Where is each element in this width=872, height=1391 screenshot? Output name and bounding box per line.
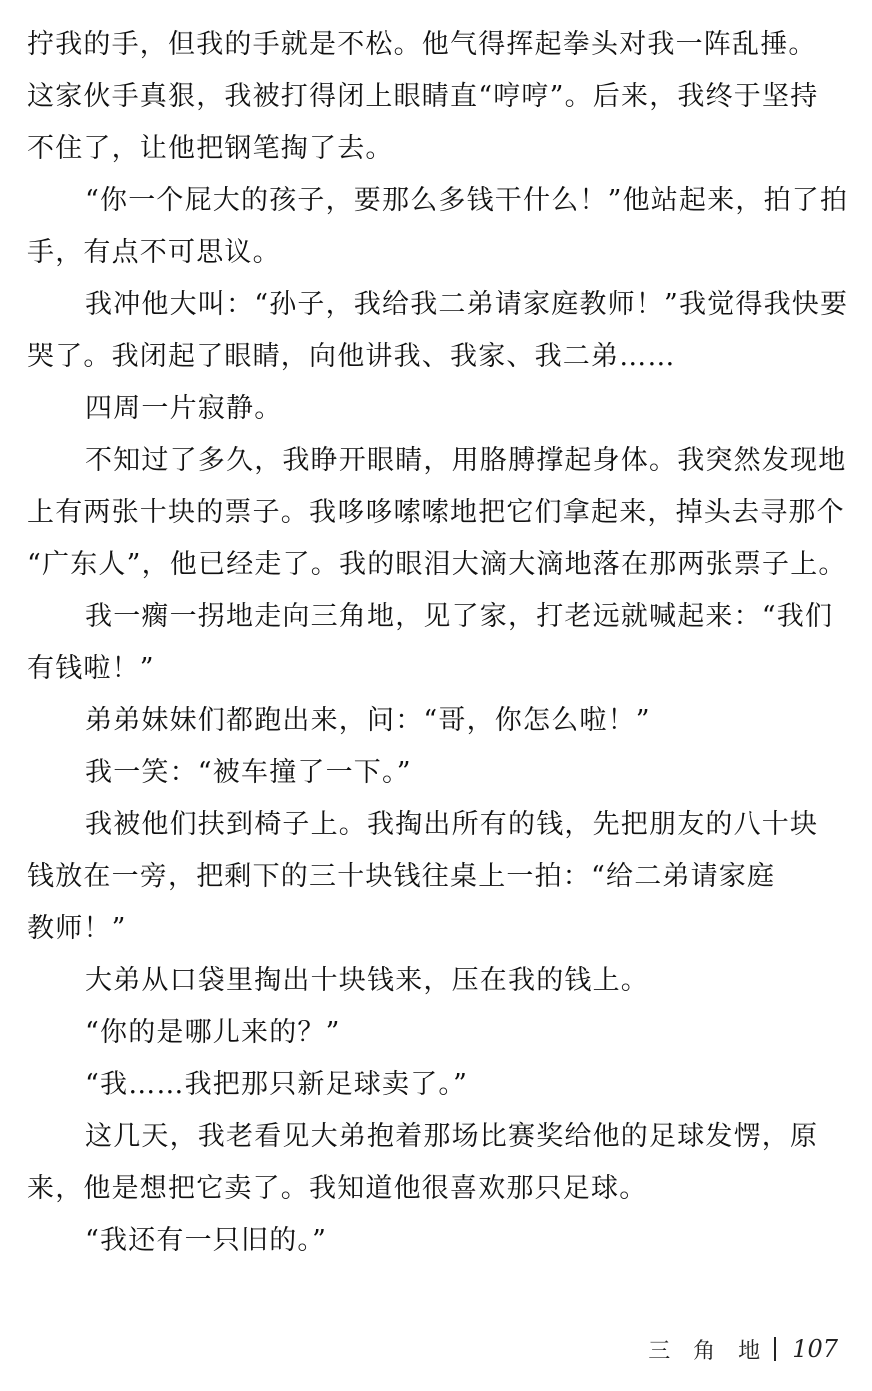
text-line: 不住了，让他把钢笔掏了去。 (27, 133, 394, 164)
paragraph-start: “你的是哪儿来的？” (85, 1017, 341, 1048)
text-line: 手，有点不可思议。 (27, 237, 281, 268)
page-footer (648, 1332, 838, 1366)
text-line: 拧我的手，但我的手就是不松。他气得挥起拳头对我一阵乱捶。 (27, 29, 817, 60)
paragraph-start: 弟弟妹妹们都跑出来，问：“哥，你怎么啦！” (85, 705, 651, 736)
text-line: 有钱啦！” (27, 653, 155, 684)
paragraph-start: “我……我把那只新足球卖了。” (85, 1069, 469, 1100)
text-line: 来，他是想把它卖了。我知道他很喜欢那只足球。 (27, 1173, 648, 1204)
text-line: 上有两张十块的票子。我哆哆嗦嗦地把它们拿起来，掉头去寻那个 (27, 497, 845, 528)
footer-divider (774, 1337, 776, 1361)
paragraph-start: 四周一片寂静。 (85, 393, 283, 424)
text-line: 钱放在一旁，把剩下的三十块钱往桌上一拍：“给二弟请家庭 (27, 861, 776, 892)
paragraph-start: 我冲他大叫：“孙子，我给我二弟请家庭教师！”我觉得我快要 (85, 289, 849, 320)
paragraph-start: 我被他们扶到椅子上。我掏出所有的钱，先把朋友的八十块 (85, 809, 819, 840)
page-number: 107 (792, 1335, 838, 1363)
text-line: 教师！” (27, 913, 127, 944)
running-title: 三 角 地 (648, 1338, 769, 1364)
text-line: 哭了。我闭起了眼睛，向他讲我、我家、我二弟…… (27, 341, 676, 372)
text-line: “广东人”，他已经走了。我的眼泪大滴大滴地落在那两张票子上。 (27, 549, 847, 580)
paragraph-start: 这几天，我老看见大弟抱着那场比赛奖给他的足球发愣，原 (85, 1121, 819, 1152)
paragraph-start: 不知过了多久，我睁开眼睛，用胳膊撑起身体。我突然发现地 (85, 445, 847, 476)
paragraph-start: 我一瘸一拐地走向三角地，见了家，打老远就喊起来：“我们 (85, 601, 834, 632)
paragraph-start: 大弟从口袋里掏出十块钱来，压在我的钱上。 (85, 965, 649, 996)
paragraph-start: “我还有一只旧的。” (85, 1225, 328, 1256)
paragraph-start: “你一个屁大的孩子，要那么多钱干什么！”他站起来，拍了拍 (85, 185, 849, 216)
text-line: 这家伙手真狠，我被打得闭上眼睛直“哼哼”。后来，我终于坚持 (27, 81, 819, 112)
paragraph-start: 我一笑：“被车撞了一下。” (85, 757, 412, 788)
